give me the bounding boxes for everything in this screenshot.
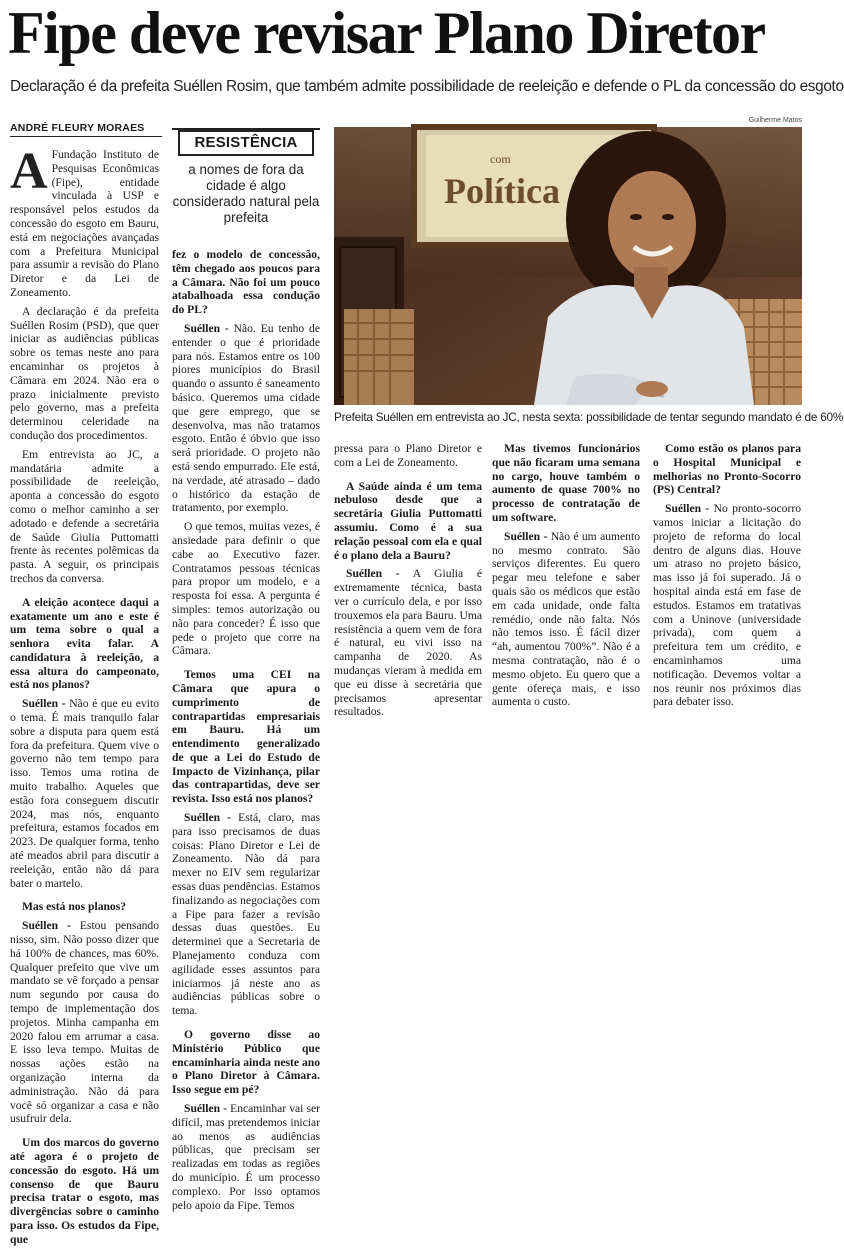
answer: Suéllen - Não. Eu tenho de entender o que é prioridade para nós. Estamos entre os 100 piores municípios do Brasil quando o assunto é saneamento básico. Queremos uma cidade que gere emprego, que se desenvolva, mas não tratamos esgoto. Então é óbvio que isso será prioridade. O projeto não está sendo empurrado. Ele está, na verdade, até atrasado – dado o histórico da estação de tratamento, por exemplo. <box>172 321 320 515</box>
article-column-5 <box>653 442 801 714</box>
pull-quote-title: RESISTÊNCIA <box>178 130 313 156</box>
speaker-label: Suéllen - <box>22 919 71 933</box>
speaker-label: Suéllen - <box>184 321 229 335</box>
speaker-label: Suéllen - <box>665 502 710 516</box>
headline: Fipe deve revisar Plano Diretor <box>8 0 765 66</box>
speaker-label: Suéllen - <box>184 1102 228 1116</box>
answer-continued: pressa para o Plano Diretor e com a Lei de Zoneamento. <box>334 442 482 469</box>
photo-mayor-interview <box>334 127 802 405</box>
article-column-2 <box>172 248 320 1217</box>
photo-illustration <box>334 127 802 405</box>
speaker-label: Suéllen - <box>184 811 232 825</box>
answer: Suéllen - Não é que eu evito o tema. É mais tranquilo falar sobre a disputa para quem está fora da prefeitura. Quem vive o governo não tem tempo para isso. Temos uma rotina de muito trabalho. Aqueles que estão fora conseguem discutir 2024, mas nós, enquanto prefeitura, estamos focados em 2023. De qualquer forma, tenho até meados abril para discutir a reeleição, então não dá para bater o martelo. <box>10 697 159 890</box>
paragraph: Em entrevista ao JC, a mandatária admite a possibilidade de reeleição, aponta a concessão do esgoto como o melhor caminho a ser adotado e defende a secretária de Saúde Giulia Puttomatti frente às recentes polêmicas da pasta. A seguir, os principais trechos da conversa. <box>10 447 159 585</box>
person-face <box>608 171 696 279</box>
speaker-label: Suéllen - <box>22 697 66 711</box>
pull-quote-box <box>172 128 320 240</box>
question-continued: fez o modelo de concessão, têm chegado aos poucos para a Câmara. Não foi um pouco atabalhoada essa condução do PL? <box>172 248 320 317</box>
answer: Suéllen - Não é um aumento no mesmo contrato. São serviços diferentes. Eu quero pegar meu telefone e saber quais são os médicos que estão em cada unidade, onde falta remédio, onde não falta. Nós não temos isso. É fácil dizer “ah, aumentou 700%”. Não é a mesma contratação, não é o mesmo objeto. Eu quero que a gente ofereça mais, e isso aumenta o custo. <box>492 529 640 709</box>
photo-credit: Guilherme Matos <box>748 117 802 124</box>
subheadline: Declaração é da prefeita Suéllen Rosim, que também admite possibilidade de reeleição e defende o PL da concessão do esgoto <box>10 78 844 95</box>
answer: Suéllen - Encaminhar vai ser difícil, mas pretendemos iniciar ao menos as audiências públicas, que precisam ser realizadas em todas as regiões do município. É um processo complexo. Por isso optamos pelo apoio da Fipe. Temos <box>172 1102 320 1212</box>
question: Mas tivemos funcionários que não ficaram uma semana no cargo, houve também o aumento de quase 700% no processo de contratação de um software. <box>492 442 640 524</box>
question: O governo disse ao Ministério Público que encaminharia ainda neste ano o Plano Diretor à Câmara. Isso segue em pé? <box>172 1028 320 1097</box>
article-column-1 <box>10 143 159 1252</box>
drop-cap: A <box>10 143 48 200</box>
paragraph: A Fundação Instituto de Pesquisas Econômicas (Fipe), entidade vinculada à USP e responsável pelos estudos da concessão do esgoto em Bauru, está em negociações avançadas com a Prefeitura Municipal para assumir a revisão do Plano Diretor e da Lei de Zoneamento. <box>10 143 159 299</box>
pull-quote-text: a nomes de fora da cidade é algo considerado natural pela prefeita <box>172 162 320 225</box>
question: Mas está nos planos? <box>22 900 127 914</box>
speaker-label: Suéllen - <box>504 529 548 543</box>
sign-text: Política <box>444 171 560 211</box>
speaker-label: Suéllen - <box>346 567 400 581</box>
answer: Suéllen - Está, claro, mas para isso precisamos de duas coisas: Plano Diretor e Lei de Zoneamento. Não dá para mexer no EIV sem regularizar essas duas pendências. Estamos finalizando as negociações com a Fipe para fazer a revisão dessas duas questões. Eu determinei que a Secretaria de Planejamento conduza com agilidade esses assuntos para iniciarmos já neste ano as audiências públicas sobre o tema. <box>172 811 320 1018</box>
question: A eleição acontece daqui a exatamente um ano e este é um tema sobre o qual a senhora evita falar. A candidatura à reeleição, a essa altura do campeonato, está nos planos? <box>10 595 159 692</box>
question: Um dos marcos do governo até agora é o projeto de concessão do esgoto. Há um consenso de que Bauru precisa tratar o esgoto, mas divergências sobre o caminho para isso. Os estudos da Fipe, que <box>10 1136 159 1246</box>
answer: Suéllen - A Giulia é extremamente técnica, basta ver o currículo dela, e por isso trouxemos ela para Bauru. Uma resistência a quem vem de fora é natural, eu vivi isso na campanha de 2020. As mudanças vieram à medida em que eu disse à secretária que precisamos apresentar resultados. <box>334 567 483 719</box>
paragraph: O que temos, muitas vezes, é ansiedade para definir o que cabe ao Executivo fazer. Contratamos pessoas técnicas para propor um modelo, e a resposta foi essa. A pergunta é simples: temos autorização ou não para conceder? É isso que pede o projeto que corre na Câmara. <box>172 520 320 658</box>
question: A Saúde ainda é um tema nebuloso desde que a secretária Giulia Puttomatti assumiu. Como é a sua relação pessoal com ela e qual é o plano dela a Bauru? <box>334 479 482 562</box>
article-column-3 <box>334 442 482 724</box>
paragraph: A declaração é da prefeita Suéllen Rosim (PSD), que quer iniciar as audiências públicas sobre os temas neste ano para encaminhar os projetos à Câmara em 2024. Não era o prazo inicialmente previsto pelo governo, mas a prefeita determinou celeridade na condução dos procedimentos. <box>10 304 159 442</box>
photo-caption: Prefeita Suéllen em entrevista ao JC, nesta sexta: possibilidade de tentar segundo mandato é de 60% <box>334 410 844 424</box>
article-column-4 <box>492 442 640 714</box>
pull-quote-top-rule <box>172 128 320 130</box>
answer: Suéllen - Estou pensando nisso, sim. Não posso dizer que há 100% de chances, mas 60%. Qualquer prefeito que vive um mandato se vê forçado a pensar num segundo por causa do tempo de implementação dos projetos. Minha campanha em 2020 falou em arrumar a casa. E isso leva tempo. Muitas de nossas ações estão na organização interna da administração. Não dá para você só organizar a casa e não usufruir dela. <box>10 919 159 1126</box>
sign-small-text: com <box>490 152 511 166</box>
answer: Suéllen - No pronto-socorro vamos iniciar a licitação do projeto de reforma do local dentro de alguns dias. Houve um atraso no projeto básico, mas isso já foi superado. Já o hospital ainda está em fase de estudos. Estamos em tratativas com a Uninove (universidade privada), com quem a prefeitura tem um crédito, e encaminhamos uma notificação. Devemos voltar a nos reunir nos próximos dias para debater isso. <box>653 502 801 709</box>
byline: ANDRÉ FLEURY MORAES <box>10 122 162 137</box>
question: Como estão os planos para o Hospital Municipal e melhorias no Pronto-Socorro (PS) Central? <box>653 442 801 497</box>
question: Temos uma CEI na Câmara que apura o cumprimento de contrapartidas empresariais em Bauru. Há um entendimento generalizado de que a Lei do Estudo de Impacto de Vizinhança, pilar das contrapartidas, deve ser revista. Isso está nos planos? <box>172 668 320 806</box>
